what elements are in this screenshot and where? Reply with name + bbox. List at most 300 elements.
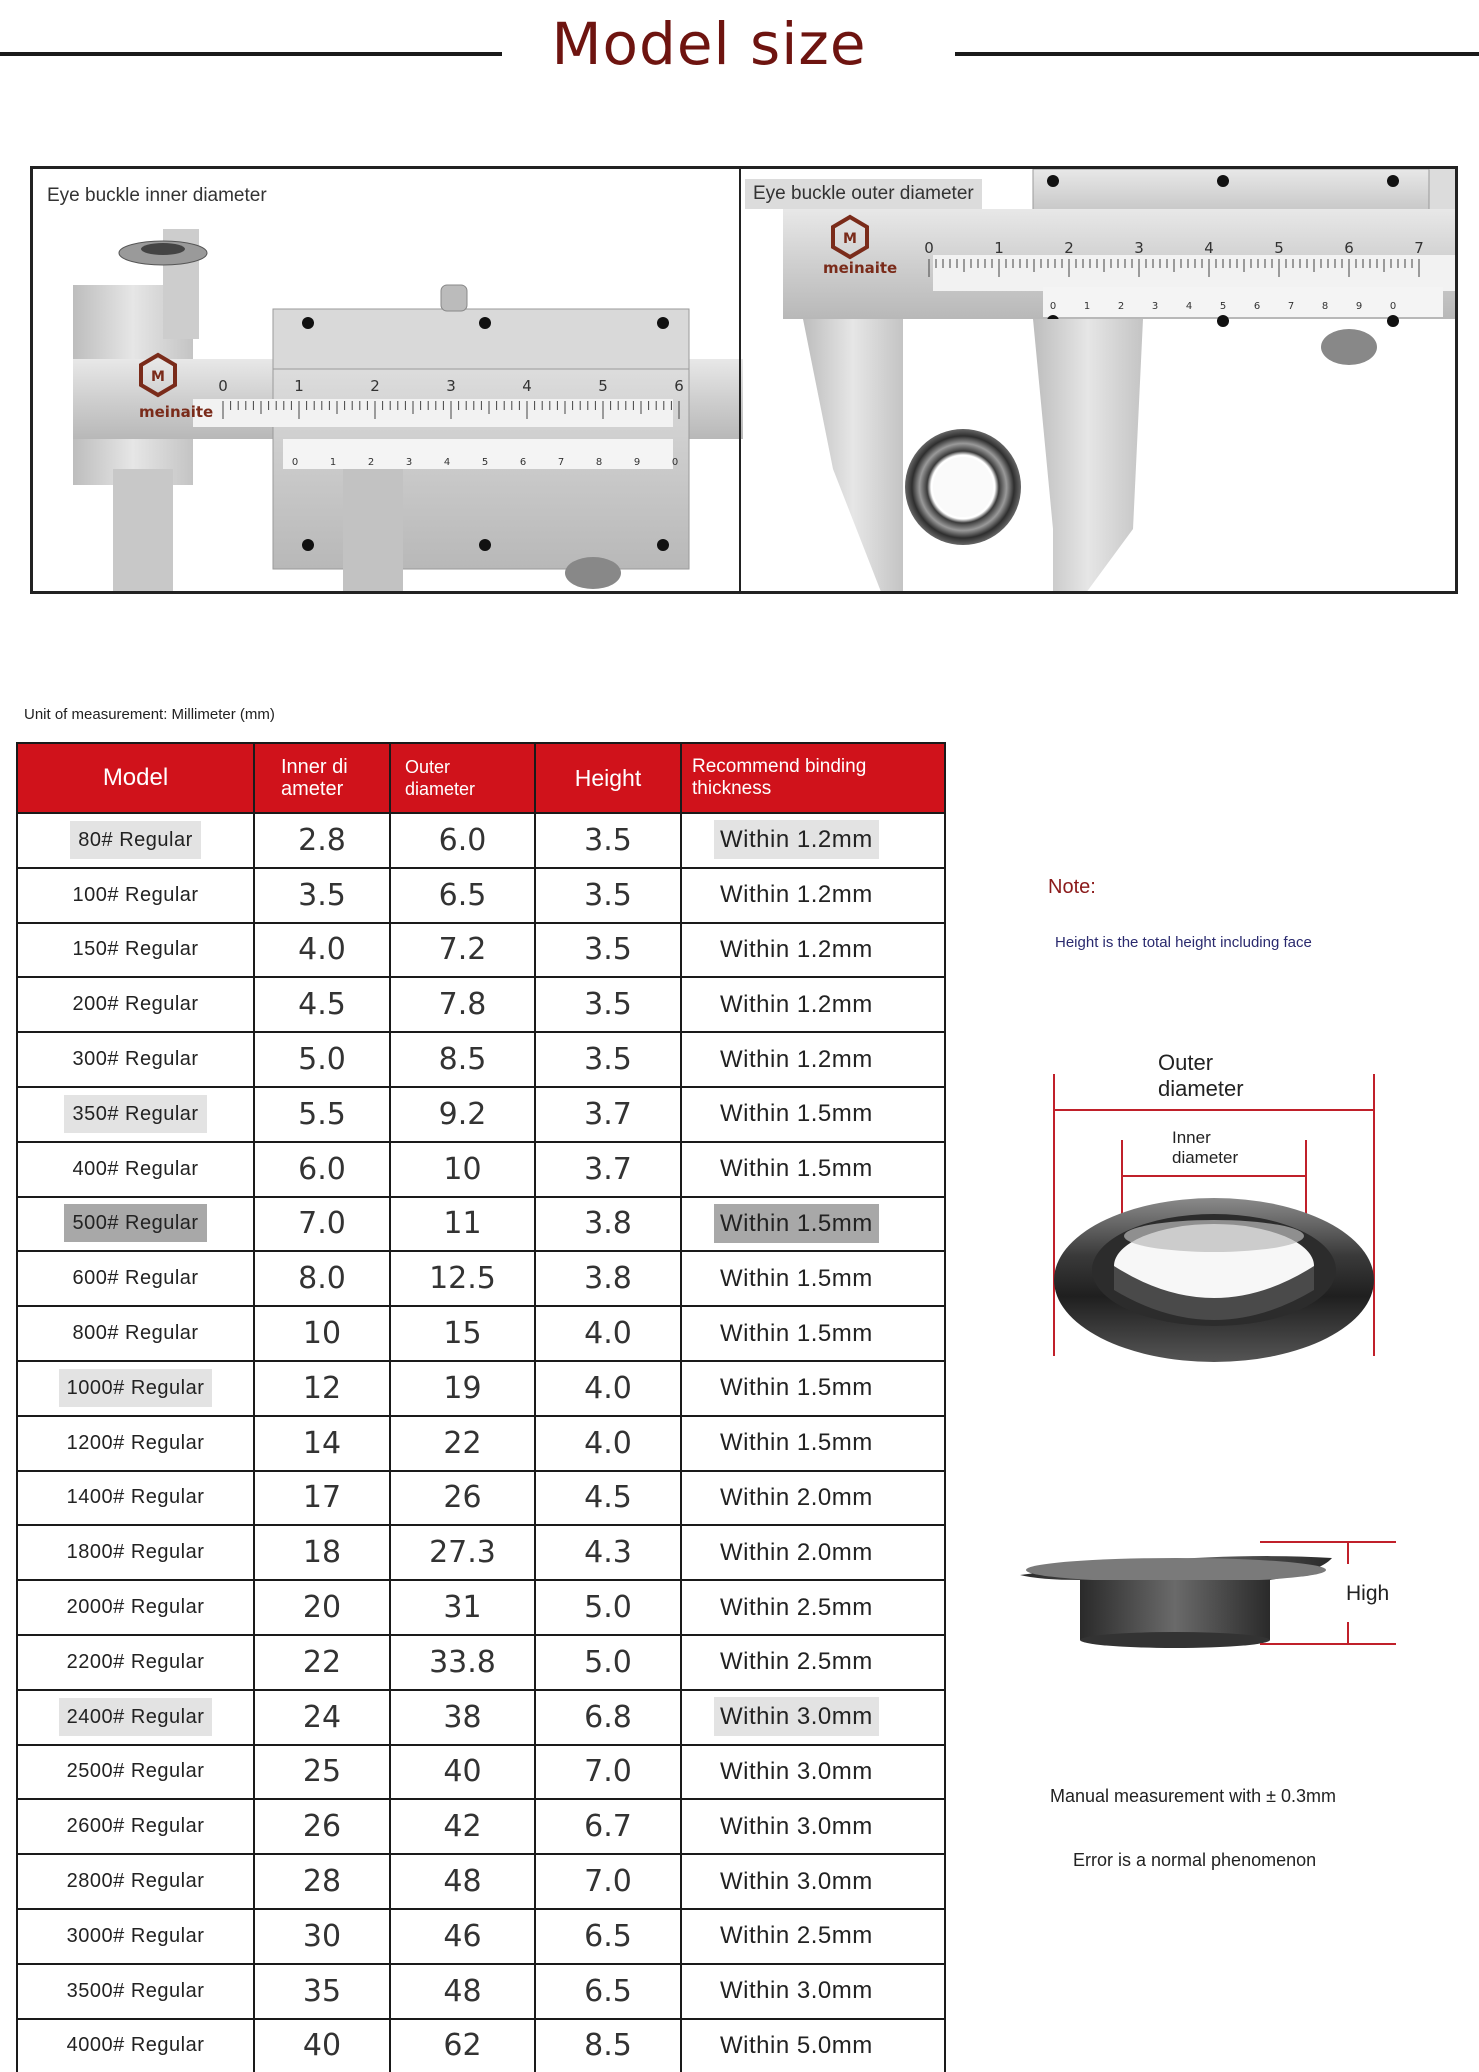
outer-diameter-cell (390, 1580, 535, 1635)
height-cell (535, 1964, 681, 2019)
inner-diameter-cell-value: 2.8 (298, 822, 346, 858)
inner-diameter-cell-value: 17 (302, 1480, 342, 1516)
vernier-numeral: 6 (1253, 301, 1261, 312)
outer-diameter-cell-value: 26 (443, 1480, 482, 1516)
scale-numeral: 1 (294, 377, 304, 395)
outer-diameter-cell-value: 9.2 (438, 1096, 487, 1132)
inner-diameter-cell-value: 22 (302, 1644, 342, 1680)
binding-thickness-cell (681, 1142, 945, 1197)
height-cell (535, 1416, 681, 1471)
height-cell-value: 3.7 (584, 1096, 632, 1132)
table-row (17, 1580, 945, 1635)
inner-diameter-cell (254, 1087, 390, 1142)
inner-diameter-cell (254, 1142, 390, 1197)
height-cell (535, 1745, 681, 1800)
height-cell-value: 3.5 (584, 932, 632, 968)
inner-diameter-photo-label: Eye buckle inner diameter (39, 181, 275, 211)
outer-diameter-cell (390, 1142, 535, 1197)
outer-diameter-cell-value: 10 (443, 1151, 482, 1187)
binding-thickness-cell-value: Within 1.5mm (714, 1204, 879, 1243)
height-cell (535, 1799, 681, 1854)
binding-thickness-cell-value: Within 1.5mm (720, 1429, 873, 1457)
table-row (17, 1690, 945, 1745)
outer-diameter-cell-value: 33.8 (429, 1644, 496, 1680)
outer-diameter-cell-value: 46 (443, 1918, 482, 1954)
binding-thickness-cell-value: Within 3.0mm (720, 1977, 873, 2005)
inner-diameter-cell-value: 4.0 (298, 932, 346, 968)
table-row (17, 813, 945, 868)
outer-diameter-cell-value: 7.2 (438, 932, 487, 968)
model-cell-value: 2800# Regular (66, 1870, 205, 1893)
height-cell-value: 3.8 (584, 1206, 632, 1242)
model-cell-value: 400# Regular (72, 1157, 199, 1180)
binding-thickness-cell-value: Within 2.0mm (720, 1483, 873, 1511)
outer-diameter-label-line-2: diameter (1158, 1076, 1244, 1101)
inner-diameter-cell-value: 5.5 (298, 1096, 346, 1132)
binding-thickness-cell (681, 868, 945, 923)
outer-diameter-label-line-1: Outer (1158, 1050, 1214, 1075)
table-row (17, 868, 945, 923)
model-cell-value: 1200# Regular (66, 1431, 205, 1454)
eyelet-top-view (1054, 1198, 1374, 1362)
binding-thickness-cell (681, 1525, 945, 1580)
binding-thickness-cell (681, 1964, 945, 2019)
table-row (17, 1525, 945, 1580)
table-row (17, 1799, 945, 1854)
model-cell (17, 1690, 254, 1745)
vernier-numeral: 3 (1151, 301, 1159, 312)
binding-thickness-cell (681, 923, 945, 978)
table-row (17, 1745, 945, 1800)
outer-diameter-cell-value: 31 (443, 1590, 482, 1626)
model-cell-value: 1400# Regular (66, 1486, 205, 1509)
table-row (17, 1909, 945, 1964)
outer-diameter-cell (390, 923, 535, 978)
binding-thickness-cell (681, 1032, 945, 1087)
outer-diameter-cell (390, 2019, 535, 2072)
inner-diameter-cell (254, 1799, 390, 1854)
model-cell (17, 1799, 254, 1854)
height-cell-value: 5.0 (584, 1644, 632, 1680)
scale-numeral: 3 (1134, 239, 1144, 257)
height-cell (535, 1142, 681, 1197)
model-cell (17, 813, 254, 868)
model-cell-value: 2500# Regular (66, 1760, 205, 1783)
height-cell (535, 923, 681, 978)
header-outer-line-1: Outer (405, 757, 451, 777)
scale-numeral: 2 (370, 377, 380, 395)
vernier-numeral: 2 (1117, 301, 1125, 312)
vernier-numeral: 0 (291, 457, 299, 468)
outer-diameter-cell-value: 7.8 (438, 987, 487, 1023)
header-model: Model (17, 743, 254, 813)
inner-diameter-cell (254, 1306, 390, 1361)
model-cell (17, 1745, 254, 1800)
outer-diameter-cell (390, 1361, 535, 1416)
inner-diameter-label (1172, 1128, 1238, 1168)
outer-diameter-cell-value: 38 (443, 1699, 482, 1735)
outer-diameter-cell-value: 6.0 (438, 822, 487, 858)
inner-diameter-cell-value: 28 (302, 1864, 342, 1900)
binding-thickness-cell (681, 1854, 945, 1909)
outer-diameter-cell (390, 868, 535, 923)
outer-diameter-cell (390, 1745, 535, 1800)
height-cell (535, 1251, 681, 1306)
inner-diameter-cell (254, 1854, 390, 1909)
model-cell-value: 2000# Regular (66, 1596, 205, 1619)
vernier-numeral: 1 (329, 457, 337, 468)
vernier-numeral: 5 (1219, 301, 1227, 312)
table-row (17, 1032, 945, 1087)
vernier-numeral: 8 (595, 457, 603, 468)
right-caliper (783, 169, 1458, 594)
outer-diameter-cell (390, 1197, 535, 1252)
header-inner-diameter (254, 743, 390, 813)
outer-diameter-cell-value: 12.5 (429, 1261, 496, 1297)
outer-diameter-cell (390, 1251, 535, 1306)
note-text: Height is the total height including face (1055, 934, 1312, 951)
binding-thickness-cell-value: Within 1.5mm (720, 1319, 873, 1347)
model-cell-value: 150# Regular (72, 938, 199, 961)
outer-diameter-cell (390, 1416, 535, 1471)
binding-thickness-cell (681, 1745, 945, 1800)
vernier-numeral: 5 (481, 457, 489, 468)
inner-diameter-cell-value: 26 (302, 1809, 342, 1845)
binding-thickness-cell-value: Within 1.5mm (720, 1100, 873, 1128)
model-cell-value: 1800# Regular (66, 1541, 205, 1564)
model-cell-value: 600# Regular (72, 1267, 199, 1290)
height-cell (535, 1087, 681, 1142)
outer-diameter-cell (390, 1032, 535, 1087)
header-binding-line-2: thickness (692, 778, 772, 799)
binding-thickness-cell-value: Within 3.0mm (714, 1697, 879, 1736)
vernier-numeral: 0 (1389, 301, 1397, 312)
inner-diameter-cell (254, 813, 390, 868)
model-cell (17, 1251, 254, 1306)
scale-numeral: 5 (1274, 239, 1284, 257)
height-cell (535, 1854, 681, 1909)
binding-thickness-cell-value: Within 5.0mm (720, 2031, 873, 2059)
height-cell (535, 813, 681, 868)
binding-thickness-cell-value: Within 2.5mm (720, 1648, 873, 1676)
scale-numeral: 7 (1414, 239, 1424, 257)
scale-numeral: 1 (994, 239, 1004, 257)
model-cell-value: 200# Regular (72, 993, 199, 1016)
model-cell-value: 3000# Regular (66, 1924, 205, 1947)
scale-numeral: 3 (446, 377, 456, 395)
binding-thickness-cell (681, 977, 945, 1032)
inner-diameter-cell (254, 1690, 390, 1745)
height-cell-value: 4.0 (584, 1370, 632, 1406)
scale-numeral: 4 (1204, 239, 1214, 257)
binding-thickness-cell (681, 1580, 945, 1635)
model-cell (17, 1306, 254, 1361)
vernier-numeral: 4 (443, 457, 451, 468)
model-cell (17, 1416, 254, 1471)
inner-diameter-cell (254, 1909, 390, 1964)
outer-diameter-cell-value: 40 (443, 1754, 482, 1790)
vernier-numeral: 9 (1355, 301, 1363, 312)
brand-label-right: meinaite (823, 259, 898, 277)
outer-diameter-cell-value: 48 (443, 1864, 482, 1900)
note-label: Note: (1048, 876, 1096, 898)
caliper-photo-panel (30, 166, 1458, 594)
height-cell (535, 977, 681, 1032)
table-row (17, 1251, 945, 1306)
inner-diameter-cell-value: 40 (302, 2028, 342, 2064)
outer-diameter-cell-value: 62 (443, 2028, 482, 2064)
vernier-numeral: 4 (1185, 301, 1193, 312)
outer-diameter-cell (390, 1306, 535, 1361)
table-row (17, 1964, 945, 2019)
outer-diameter-cell-value: 19 (443, 1370, 482, 1406)
inner-diameter-cell (254, 1964, 390, 2019)
model-cell-value: 3500# Regular (66, 1979, 205, 2002)
height-cell (535, 1032, 681, 1087)
height-cell-value: 4.3 (584, 1535, 632, 1571)
table-row (17, 1197, 945, 1252)
height-cell (535, 1197, 681, 1252)
table-row (17, 1635, 945, 1690)
table-row (17, 1361, 945, 1416)
inner-diameter-cell (254, 2019, 390, 2072)
table-row (17, 1471, 945, 1526)
height-cell-value: 5.0 (584, 1590, 632, 1626)
inner-diameter-cell-value: 8.0 (298, 1261, 346, 1297)
scale-numeral: 4 (522, 377, 532, 395)
scale-numeral: 0 (924, 239, 934, 257)
height-cell-value: 6.7 (584, 1809, 632, 1845)
scale-numeral: 0 (218, 377, 228, 395)
table-header-row (17, 743, 945, 813)
inner-diameter-cell (254, 1635, 390, 1690)
outer-diameter-cell (390, 813, 535, 868)
inner-diameter-cell-value: 20 (302, 1590, 342, 1626)
outer-diameter-cell-value: 15 (443, 1316, 482, 1352)
inner-diameter-cell-value: 18 (302, 1535, 342, 1571)
outer-diameter-cell (390, 1471, 535, 1526)
model-cell-value: 80# Regular (70, 821, 200, 859)
binding-thickness-cell (681, 1635, 945, 1690)
inner-diameter-cell (254, 923, 390, 978)
binding-thickness-cell-value: Within 3.0mm (720, 1867, 873, 1895)
outer-diameter-photo-label: Eye buckle outer diameter (745, 179, 982, 209)
model-cell-value: 300# Regular (72, 1048, 199, 1071)
binding-thickness-cell-value: Within 2.5mm (720, 1922, 873, 1950)
model-cell (17, 1964, 254, 2019)
binding-thickness-cell-value: Within 1.5mm (720, 1374, 873, 1402)
header-inner-line-2: ameter (281, 778, 344, 800)
inner-diameter-cell-value: 7.0 (298, 1206, 346, 1242)
model-cell (17, 1471, 254, 1526)
height-label: High (1346, 1582, 1390, 1605)
vernier-numeral: 6 (519, 457, 527, 468)
vernier-numeral: 0 (671, 457, 679, 468)
outer-diameter-label (1158, 1050, 1244, 1102)
model-cell-value: 2200# Regular (66, 1650, 205, 1673)
outer-diameter-cell (390, 1635, 535, 1690)
inner-diameter-cell (254, 1580, 390, 1635)
header-outer-line-2: diameter (405, 779, 476, 799)
height-cell (535, 2019, 681, 2072)
outer-diameter-cell-value: 48 (443, 1973, 482, 2009)
outer-diameter-cell-value: 8.5 (438, 1042, 487, 1078)
model-cell (17, 1087, 254, 1142)
outer-diameter-cell (390, 977, 535, 1032)
inner-diameter-cell-value: 4.5 (298, 987, 346, 1023)
height-cell (535, 1306, 681, 1361)
vernier-numeral: 9 (633, 457, 641, 468)
vernier-numeral: 8 (1321, 301, 1329, 312)
height-cell-value: 3.5 (584, 1042, 632, 1078)
inner-diameter-cell (254, 1361, 390, 1416)
scale-numeral: 6 (1344, 239, 1354, 257)
header-outer-diameter (390, 743, 535, 813)
model-cell (17, 868, 254, 923)
binding-thickness-cell (681, 1690, 945, 1745)
inner-diameter-cell (254, 1525, 390, 1580)
height-cell-value: 3.8 (584, 1261, 632, 1297)
table-row (17, 1142, 945, 1197)
vernier-numeral: 7 (557, 457, 565, 468)
model-cell (17, 977, 254, 1032)
model-cell (17, 1032, 254, 1087)
table-row (17, 1416, 945, 1471)
binding-thickness-cell-value: Within 1.2mm (720, 881, 873, 909)
height-cell-value: 6.5 (584, 1918, 632, 1954)
scale-numeral: 2 (1064, 239, 1074, 257)
outer-diameter-cell-value: 42 (443, 1809, 482, 1845)
binding-thickness-cell (681, 1306, 945, 1361)
left-caliper (73, 229, 743, 594)
vernier-numeral: 1 (1083, 301, 1091, 312)
inner-diameter-cell-value: 6.0 (298, 1151, 346, 1187)
inner-diameter-cell (254, 1251, 390, 1306)
inner-diameter-cell-value: 24 (302, 1699, 342, 1735)
vernier-numeral: 7 (1287, 301, 1295, 312)
brand-label: meinaite (139, 403, 214, 421)
height-cell-value: 3.5 (584, 877, 632, 913)
binding-thickness-cell-value: Within 3.0mm (720, 1812, 873, 1840)
height-cell-value: 3.5 (584, 822, 632, 858)
binding-thickness-cell (681, 1197, 945, 1252)
inner-diameter-cell-value: 25 (302, 1754, 342, 1790)
vernier-numeral: 0 (1049, 301, 1057, 312)
outer-diameter-cell-value: 22 (443, 1425, 482, 1461)
height-cell-value: 4.5 (584, 1480, 632, 1516)
height-cell-value: 6.8 (584, 1699, 632, 1735)
table-row (17, 1306, 945, 1361)
binding-thickness-cell (681, 2019, 945, 2072)
binding-thickness-cell (681, 1361, 945, 1416)
inner-diameter-label-line-1: Inner (1172, 1128, 1211, 1147)
binding-thickness-cell (681, 1416, 945, 1471)
table-row (17, 2019, 945, 2072)
model-cell (17, 1361, 254, 1416)
caliper-illustration (33, 169, 1458, 594)
table-row (17, 1087, 945, 1142)
binding-thickness-cell (681, 1909, 945, 1964)
unit-of-measurement: Unit of measurement: Millimeter (mm) (24, 706, 275, 723)
model-cell-value: 2600# Regular (66, 1815, 205, 1838)
height-cell (535, 1909, 681, 1964)
model-size-table (16, 742, 946, 2072)
model-cell (17, 923, 254, 978)
outer-diameter-cell-value: 27.3 (429, 1535, 496, 1571)
model-cell (17, 1580, 254, 1635)
binding-thickness-cell (681, 813, 945, 868)
height-cell-value: 7.0 (584, 1864, 632, 1900)
outer-diameter-cell (390, 1087, 535, 1142)
model-cell-value: 800# Regular (72, 1322, 199, 1345)
height-cell (535, 868, 681, 923)
outer-diameter-cell (390, 1690, 535, 1745)
height-cell-value: 6.5 (584, 1973, 632, 2009)
manual-measurement-note: Manual measurement with ± 0.3mm (1050, 1786, 1336, 1806)
header-binding-thickness (681, 743, 945, 813)
binding-thickness-cell-value: Within 2.0mm (720, 1538, 873, 1566)
table-row (17, 1854, 945, 1909)
height-cell-value: 4.0 (584, 1316, 632, 1352)
binding-thickness-cell (681, 1251, 945, 1306)
inner-diameter-cell (254, 1745, 390, 1800)
header-height: Height (535, 743, 681, 813)
height-cell (535, 1471, 681, 1526)
model-cell-value: 100# Regular (72, 883, 199, 906)
height-cell (535, 1690, 681, 1745)
inner-diameter-cell-value: 14 (302, 1425, 342, 1461)
outer-diameter-cell (390, 1525, 535, 1580)
height-cell-value: 4.0 (584, 1425, 632, 1461)
model-cell-value: 4000# Regular (66, 2034, 205, 2057)
table-body (17, 813, 945, 2072)
inner-diameter-cell-value: 3.5 (298, 877, 346, 913)
model-cell-value: 500# Regular (64, 1204, 206, 1242)
photo-divider (739, 169, 741, 591)
binding-thickness-cell (681, 1087, 945, 1142)
binding-thickness-cell (681, 1799, 945, 1854)
vernier-numeral: 2 (367, 457, 375, 468)
height-cell (535, 1361, 681, 1416)
height-cell-value: 3.7 (584, 1151, 632, 1187)
model-cell (17, 1854, 254, 1909)
scale-numeral: 5 (598, 377, 608, 395)
model-cell (17, 1525, 254, 1580)
height-cell-value: 7.0 (584, 1754, 632, 1790)
height-cell (535, 1635, 681, 1690)
inner-diameter-cell-value: 12 (302, 1370, 342, 1406)
scale-numeral: 6 (674, 377, 684, 395)
binding-thickness-cell-value: Within 1.2mm (720, 935, 873, 963)
outer-diameter-cell (390, 1854, 535, 1909)
model-cell-value: 2400# Regular (59, 1698, 213, 1736)
page-title: Model size (551, 10, 867, 78)
model-cell (17, 1197, 254, 1252)
height-cell-value: 8.5 (584, 2028, 632, 2064)
height-cell-value: 3.5 (584, 987, 632, 1023)
inner-diameter-cell-value: 5.0 (298, 1042, 346, 1078)
inner-diameter-cell (254, 977, 390, 1032)
inner-diameter-cell-value: 35 (302, 1973, 342, 2009)
model-cell (17, 1635, 254, 1690)
outer-diameter-cell (390, 1909, 535, 1964)
header-binding-line-1: Recommend binding (692, 756, 867, 777)
outer-diameter-cell (390, 1799, 535, 1854)
inner-diameter-cell (254, 1197, 390, 1252)
eyelet-side-view (1020, 1556, 1332, 1648)
header-inner-line-1: Inner di (281, 756, 348, 778)
inner-diameter-cell (254, 1032, 390, 1087)
